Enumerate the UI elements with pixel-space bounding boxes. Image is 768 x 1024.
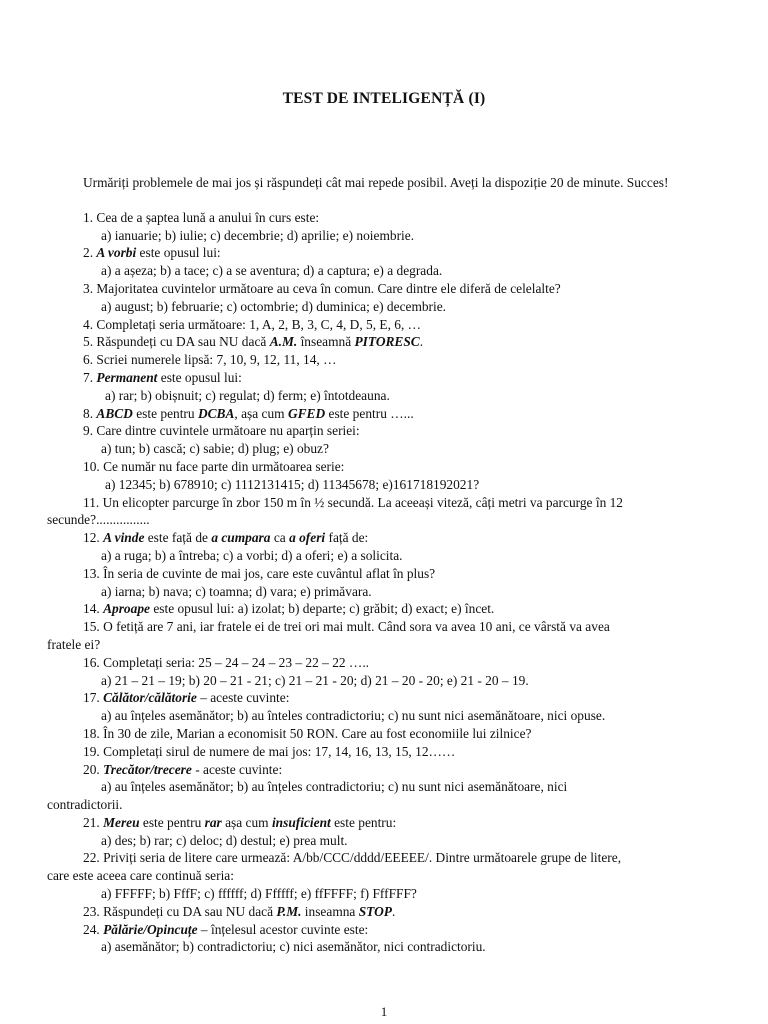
emphasis [103, 922, 197, 937]
answer-options: a) des; b) rar; c) deloc; d) destul; e) prea mult. [101, 832, 348, 848]
emphasis-term: A vinde [103, 530, 145, 546]
question-text-part: 4. Completați seria următoare: 1, A, 2, B, 3, C, 4, D, 5, E, 6, … [83, 316, 422, 332]
answer-continuation: contradictorii. [47, 797, 123, 813]
emphasis [103, 601, 150, 616]
question-item [47, 333, 723, 351]
emphasis [211, 530, 270, 545]
emphasis [103, 530, 144, 545]
emphasis-term: Mereu [103, 814, 140, 830]
question-text-part: este față de [144, 530, 212, 546]
question-line [47, 333, 723, 351]
emphasis-term: a cumpara [211, 530, 271, 546]
emphasis [103, 815, 139, 830]
question-text-part: este pentru [139, 814, 205, 830]
emphasis-term: Trecător/trecere [103, 761, 192, 777]
question-text-part: 18. În 30 de zile, Marian a economisit 50 RON. Care au fost economiile lui zilnice? [83, 725, 532, 741]
answer-options: a) FFFFF; b) FffF; c) ffffff; d) Ffffff; e) ffFFFF; f) FffFFF? [101, 886, 417, 902]
question-text-part: 13. În seria de cuvinte de mai jos, care este cuvântul aflat în plus? [83, 565, 436, 581]
answer-options: a) 21 – 21 – 19; b) 20 – 21 - 21; c) 21 – 21 - 20; d) 21 – 20 - 20; e) 21 - 20 – 19. [101, 672, 529, 688]
emphasis [276, 904, 301, 919]
question-text-part: 17. [83, 690, 104, 706]
question-text-part: 20. [83, 761, 104, 777]
emphasis-term: P.M. [276, 903, 302, 919]
question-item [47, 618, 723, 654]
question-line [47, 351, 723, 369]
question-item [47, 351, 723, 369]
question-text-part: 8. [83, 405, 97, 421]
question-item [47, 405, 723, 423]
question-text-part: așa cum [221, 814, 272, 830]
emphasis-term: A.M. [269, 334, 298, 350]
question-text-part: . [391, 903, 396, 919]
question-text-part: este opusul lui: [136, 245, 221, 261]
question-text-part: inseamna [301, 903, 359, 919]
question-item [47, 921, 723, 957]
question-text-part: ca [270, 530, 290, 546]
emphasis [96, 245, 136, 260]
answer-options: a) iarna; b) nava; c) toamna; d) vara; e) primăvara. [101, 583, 372, 599]
emphasis [289, 530, 325, 545]
question-item [47, 280, 723, 316]
emphasis-term: a oferi [289, 530, 326, 546]
question-line [47, 529, 723, 547]
emphasis [288, 406, 325, 421]
emphasis-term: GFED [287, 405, 326, 421]
question-text-part: - aceste cuvinte: [191, 761, 283, 777]
emphasis-term: Permanent [96, 369, 158, 385]
question-item [47, 316, 723, 334]
question-line [47, 903, 723, 921]
question-line [47, 654, 723, 672]
emphasis-term: A vorbi [96, 245, 137, 261]
emphasis-term: rar [204, 814, 222, 830]
answer-options: a) tun; b) cască; c) sabie; d) plug; e) obuz? [101, 441, 329, 457]
document-body [47, 174, 723, 956]
question-line [47, 316, 723, 334]
page-number: 1 [380, 1004, 388, 1019]
answer-options: a) rar; b) obișnuit; c) regulat; d) ferm; e) întotdeauna. [105, 387, 390, 403]
question-text-part: 15. O fetiță are 7 ani, iar fratele ei de trei ori mai mult. Când sora va avea 10 ani, ce vârstă va avea [83, 619, 610, 635]
question-text-part: 23. Răspundeți cu DA sau NU dacă [83, 903, 277, 919]
question-item [47, 369, 723, 405]
question-text-part: 7. [83, 369, 97, 385]
question-text-part: 10. Ce număr nu face parte din următoarea serie: [83, 458, 345, 474]
question-line [47, 743, 723, 761]
question-text-part: – aceste cuvinte: [196, 690, 290, 706]
emphasis [198, 406, 234, 421]
intro-paragraph: Urmăriți problemele de mai jos și răspundeți cât mai repede posibil. Aveți la dispoziție 20 de minute. Succes! [83, 175, 669, 190]
emphasis [272, 815, 331, 830]
question-item [47, 529, 723, 565]
question-line [47, 244, 723, 262]
question-item [47, 209, 723, 245]
emphasis-term: PITORESC [354, 334, 420, 350]
question-text-part: față de: [325, 530, 369, 546]
answer-options: a) ianuarie; b) iulie; c) decembrie; d) aprilie; e) noiembrie. [101, 227, 415, 243]
question-text-part: 2. [83, 245, 97, 261]
question-text-part: 22. Priviți seria de litere care urmează: A/bb/CCC/dddd/EEEEE/. Dintre următoarele grupe de litere, [83, 850, 622, 866]
emphasis [355, 334, 420, 349]
emphasis [359, 904, 392, 919]
question-line [47, 814, 723, 832]
question-line [47, 422, 723, 440]
question-item [47, 422, 723, 458]
question-line [47, 494, 723, 512]
question-text-part: 5. Răspundeți cu DA sau NU dacă [83, 334, 270, 350]
question-item [47, 600, 723, 618]
question-line [47, 600, 723, 618]
question-line [47, 849, 723, 867]
question-item [47, 903, 723, 921]
emphasis [96, 406, 132, 421]
question-text-part: este pentru: [330, 814, 397, 830]
question-text-part: este opusul lui: a) izolat; b) departe; c) grăbit; d) exact; e) încet. [149, 601, 495, 617]
question-line [47, 369, 723, 387]
question-continuation: care este aceea care continuă seria: [47, 868, 234, 884]
question-text-part: 14. [83, 601, 104, 617]
answer-options: a) a ruga; b) a întreba; c) a vorbi; d) a oferi; e) a solicita. [101, 547, 403, 563]
emphasis [96, 370, 157, 385]
question-item [47, 654, 723, 690]
emphasis-term: ABCD [96, 405, 133, 421]
question-item [47, 725, 723, 743]
question-line [47, 921, 723, 939]
question-line [47, 280, 723, 298]
question-continuation: secunde?................ [47, 512, 150, 528]
emphasis [270, 334, 298, 349]
emphasis [103, 762, 192, 777]
question-item [47, 761, 723, 814]
emphasis [205, 815, 222, 830]
answer-options: a) a așeza; b) a tace; c) a se aventura; d) a captura; e) a degrada. [101, 263, 443, 279]
question-text-part: . [419, 334, 424, 350]
question-text-part: 21. [83, 814, 104, 830]
question-text-part: 12. [83, 530, 104, 546]
question-line [47, 689, 723, 707]
question-text-part: este pentru …... [325, 405, 414, 421]
question-text-part: 3. Majoritatea cuvintelor următoare au ceva în comun. Care dintre ele diferă de celelalte? [83, 280, 561, 296]
question-line [47, 405, 723, 423]
question-line [47, 458, 723, 476]
emphasis-term: Pălărie/Opincuțe [103, 921, 198, 937]
question-line [47, 725, 723, 743]
question-text-part: 24. [83, 921, 104, 937]
question-continuation: fratele ei? [47, 636, 101, 652]
answer-options: a) au înțeles asemănător; b) au înteles contradictoriu; c) nu sunt nici asemănătoare, nici opuse. [101, 708, 606, 724]
question-text-part: 11. Un elicopter parcurge în zbor 150 m în ½ secundă. La aceeași viteză, câți metri va parcurge în 12 [83, 494, 623, 510]
answer-options: a) au înțeles asemănător; b) au înțeles contradictoriu; c) nu sunt nici asemănătoare, nici [101, 779, 568, 795]
question-item [47, 743, 723, 761]
answer-options: a) asemănător; b) contradictoriu; c) nici asemănător, nici contradictoriu. [101, 939, 486, 955]
question-item [47, 565, 723, 601]
answer-options: a) august; b) februarie; c) octombrie; d) duminica; e) decembrie. [101, 298, 447, 314]
question-text-part: 19. Completați sirul de numere de mai jos: 17, 14, 16, 13, 15, 12…… [83, 743, 456, 759]
question-text-part: 1. Cea de a șaptea lună a anului în curs este: [83, 209, 320, 225]
question-line [47, 761, 723, 779]
answer-options: a) 12345; b) 678910; c) 1112131415; d) 11345678; e)161718192021? [105, 476, 480, 492]
question-line [47, 565, 723, 583]
emphasis-term: Călător/călătorie [103, 690, 197, 706]
question-item [47, 814, 723, 850]
question-text-part: este pentru [132, 405, 198, 421]
question-text-part: 16. Completați seria: 25 – 24 – 24 – 23 – 22 – 22 ….. [83, 654, 370, 670]
question-line [47, 209, 723, 227]
question-text-part: , așa cum [234, 405, 288, 421]
page-title: TEST DE INTELIGENȚĂ (I) [282, 90, 486, 107]
question-text-part: este opusul lui: [157, 369, 242, 385]
emphasis [103, 690, 197, 705]
question-text-part: înseamnă [297, 334, 355, 350]
question-item [47, 849, 723, 902]
emphasis-term: DCBA [197, 405, 235, 421]
question-item [47, 458, 723, 494]
question-text-part: 6. Scriei numerele lipsă: 7, 10, 9, 12, 11, 14, … [83, 352, 337, 368]
question-text-part: – înțelesul acestor cuvinte este: [197, 921, 369, 937]
question-item [47, 244, 723, 280]
emphasis-term: Aproape [103, 601, 150, 617]
question-text-part: 9. Care dintre cuvintele următoare nu aparțin seriei: [83, 423, 360, 439]
question-line [47, 618, 723, 636]
question-list [47, 209, 723, 956]
emphasis-term: STOP [358, 903, 392, 919]
question-item [47, 689, 723, 725]
question-item [47, 494, 723, 530]
emphasis-term: insuficient [271, 814, 331, 830]
